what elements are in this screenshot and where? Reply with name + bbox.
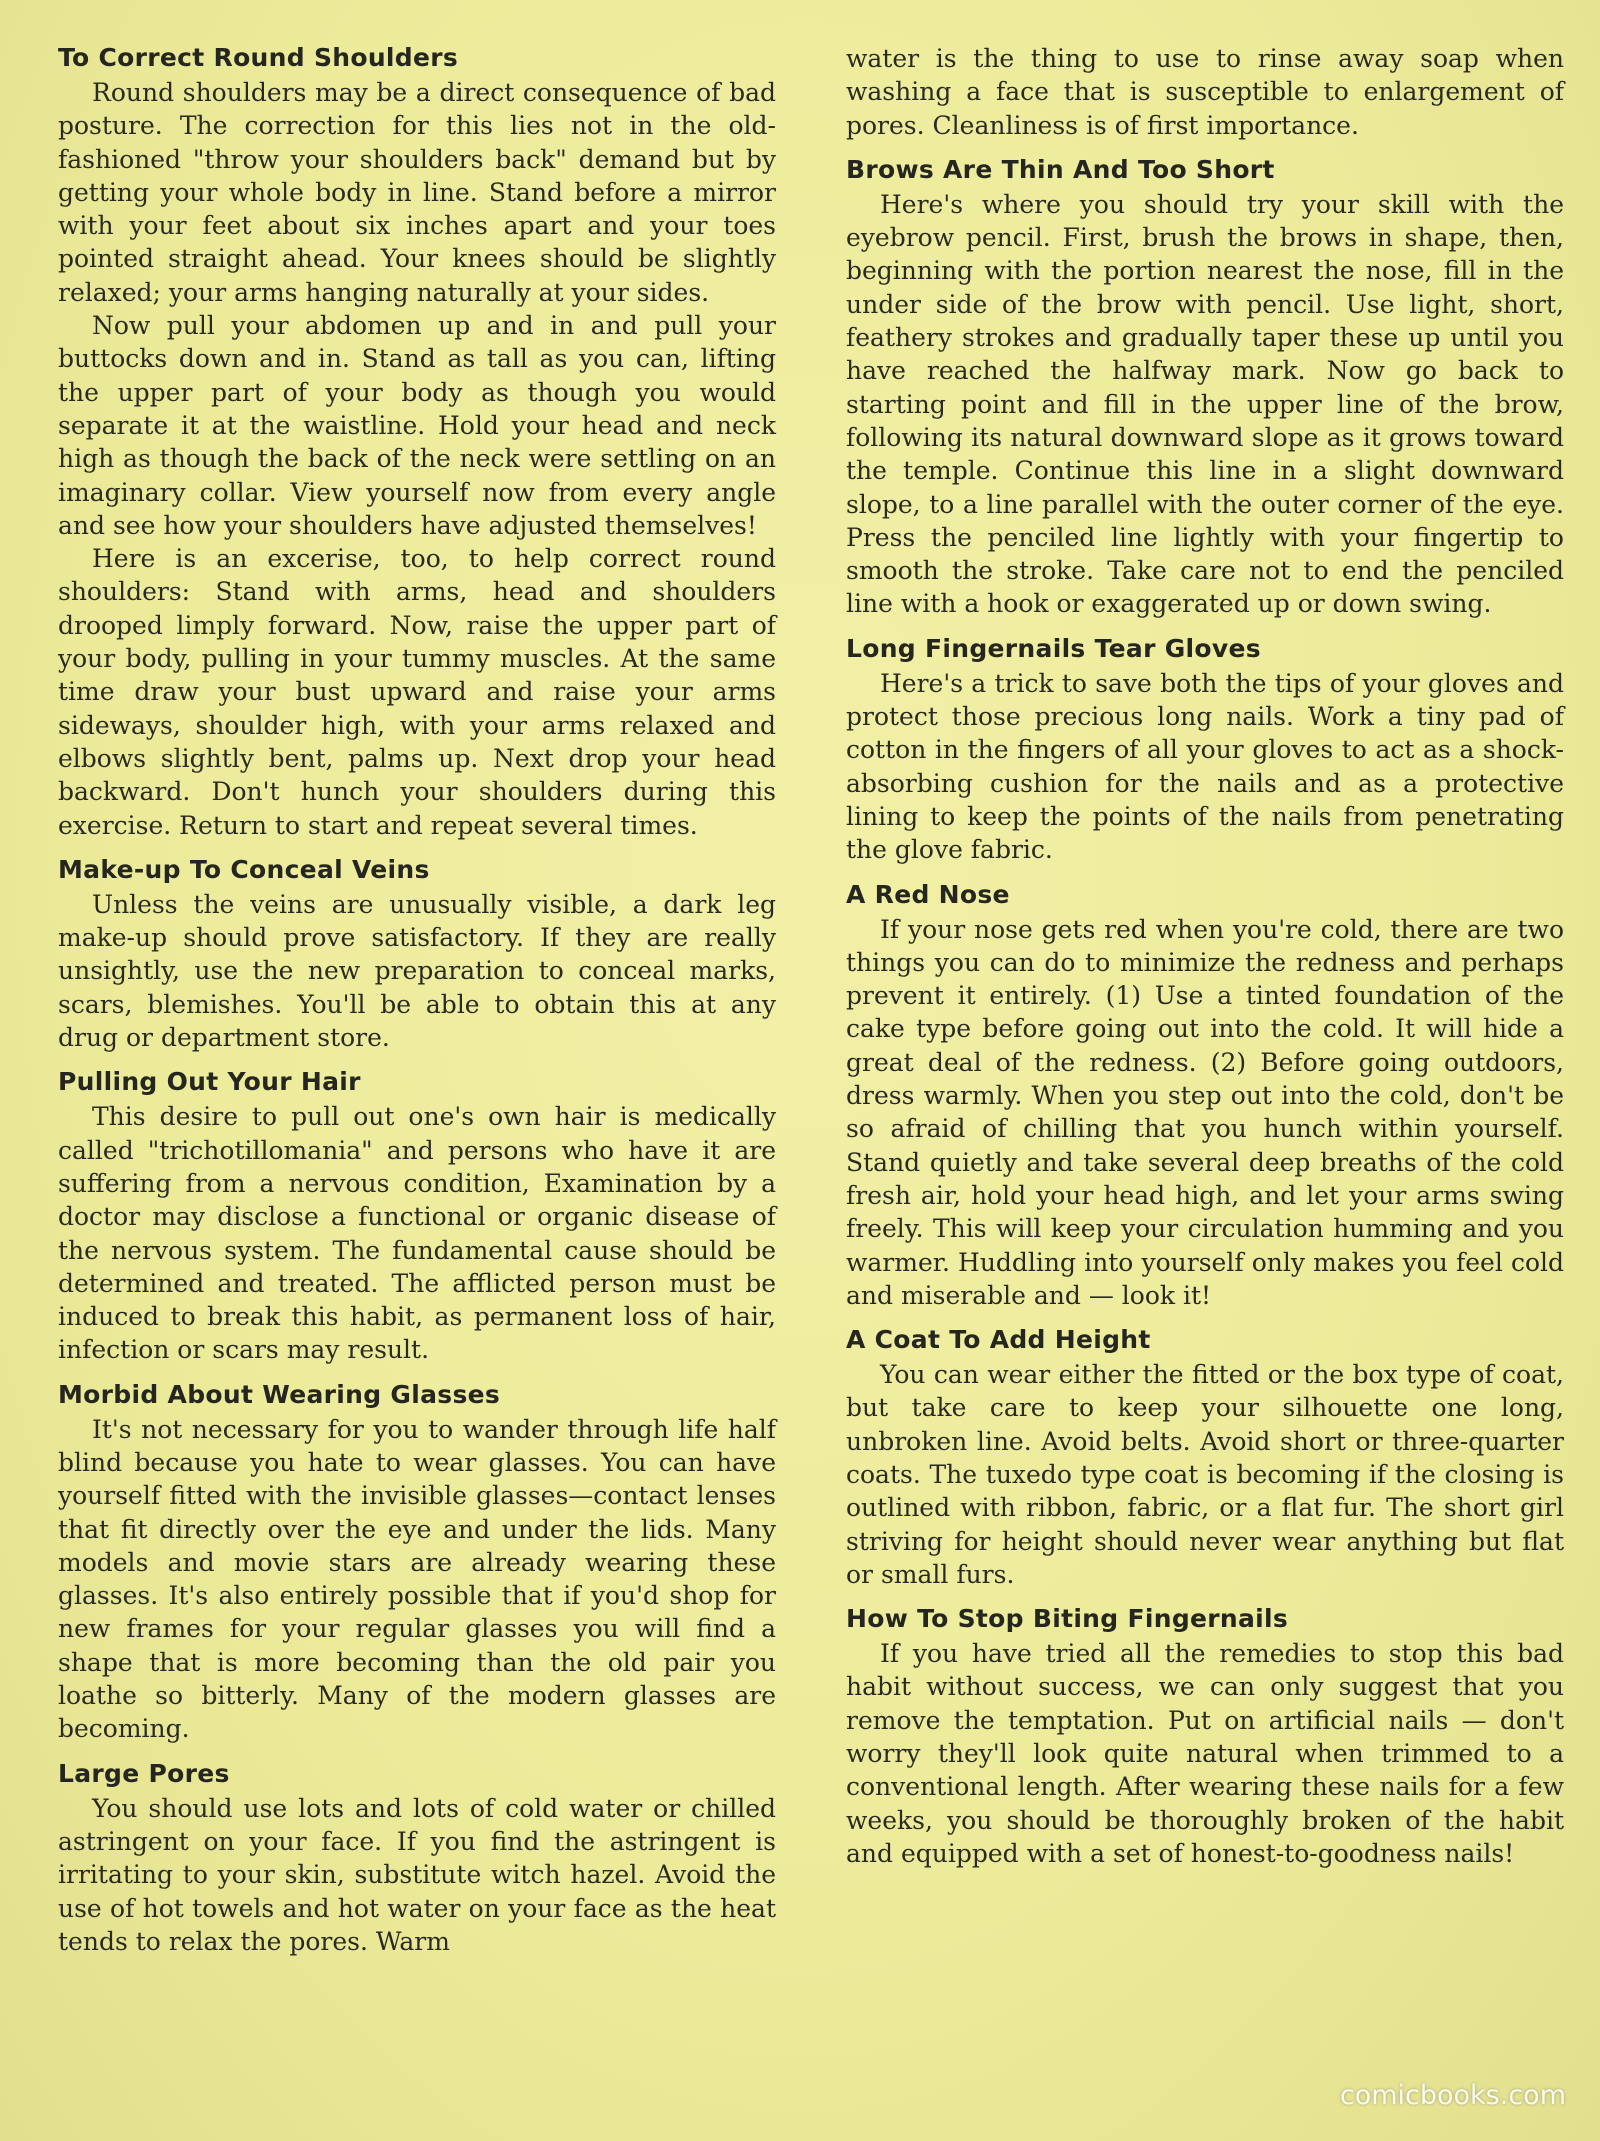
- paragraph: Now pull your abdomen up and in and pull your buttocks down and in. Stand as tall as you can, lifting the upper part of your body as though you would separate it at the waistline. Hold your head and neck high as though the back of the neck were settling on an imaginary collar. View yourself now from every angle and see how your shoulders have adjusted themselves!: [58, 311, 776, 540]
- paragraph: If you have tried all the remedies to stop this bad habit without success, we can only suggest that you remove the temptation. Put on artificial nails — don't worry they'll look quite natural when trimmed to a conventional length. After wearing these nails for a few weeks, you should be thoroughly broken of the habit and equipped with a set of honest-to-goodness nails!: [846, 1639, 1564, 1868]
- right-column: [846, 42, 1564, 1870]
- section-brows: [846, 154, 1564, 621]
- section-red-nose: [846, 879, 1564, 1313]
- section-heading: Brows Are Thin And Too Short: [846, 154, 1275, 184]
- section-heading: Large Pores: [58, 1758, 230, 1788]
- paragraph: Round shoulders may be a direct consequence of bad posture. The correction for this lies not in the old-fashioned "throw your shoulders back" demand but by getting your whole body in line. Stand before a mirror with your feet about six inches apart and your toes pointed straight ahead. Your knees should be slightly relaxed; your arms hanging naturally at your sides.: [58, 78, 776, 307]
- section-heading: A Red Nose: [846, 879, 1010, 909]
- section-heading: Make-up To Conceal Veins: [58, 854, 430, 884]
- paragraph: You can wear either the fitted or the box type of coat, but take care to keep your silhouette one long, unbroken line. Avoid belts. Avoid short or three-quarter coats. The tuxedo type coat is becoming if the closing is outlined with ribbon, fabric, or a flat fur. The short girl striving for height should never wear anything but flat or small furs.: [846, 1360, 1564, 1589]
- section-large-pores: [58, 1758, 776, 1958]
- section-heading: Morbid About Wearing Glasses: [58, 1379, 501, 1409]
- paragraph: If your nose gets red when you're cold, there are two things you can do to minimize the redness and perhaps prevent it entirely. (1) Use a tinted foundation of the cake type before going out into the cold. It will hide a great deal of the redness. (2) Before going outdoors, dress warmly. When you step out into the cold, don't be so afraid of chilling that you hunch within yourself. Stand quietly and take several deep breaths of the cold fresh air, hold your head high, and let your arms swing freely. This will keep your circulation humming and you warmer. Huddling into yourself only makes you feel cold and miserable and — look it!: [846, 914, 1564, 1310]
- paragraph: It's not necessary for you to wander through life half blind because you hate to wear glasses. You can have yourself fitted with the invisible glasses—contact lenses that fit directly over the eye and under the lids. Many models and movie stars are already wearing these glasses. It's also entirely possible that if you'd shop for new frames for your regular glasses you will find a shape that is more becoming than the old pair you loathe so bitterly. Many of the modern glasses are becoming.: [58, 1414, 776, 1744]
- paragraph: Here is an excerise, too, to help correct round shoulders: Stand with arms, head and shoulders drooped limply forward. Now, raise the upper part of your body, pulling in your tummy muscles. At the same time draw your bust upward and raise your arms sideways, shoulder high, with your arms relaxed and elbows slightly bent, palms up. Next drop your head backward. Don't hunch your shoulders during this exercise. Return to start and repeat several times.: [58, 544, 776, 840]
- section-biting-fingernails: [846, 1603, 1564, 1870]
- section-heading: Pulling Out Your Hair: [58, 1067, 361, 1097]
- paragraph: Here's a trick to save both the tips of your gloves and protect those precious long nails. Work a tiny pad of cotton in the fingers of all your gloves to act as a shock-absorbing cushion for the nails and as a protective lining to keep the points of the nails from penetrating the glove fabric.: [846, 668, 1564, 865]
- section-wearing-glasses: [58, 1379, 776, 1746]
- paragraph: This desire to pull out one's own hair is medically called "trichotillomania" and persons who have it are suffering from a nervous condition, Examination by a doctor may disclose a functional or organic disease of the nervous system. The fundamental cause should be determined and treated. The afflicted person must be induced to break this habit, as permanent loss of hair, infection or scars may result.: [58, 1102, 776, 1365]
- section-heading: A Coat To Add Height: [846, 1325, 1151, 1355]
- section-pulling-hair: [58, 1066, 776, 1366]
- section-round-shoulders: [58, 42, 776, 842]
- paragraph: You should use lots and lots of cold water or chilled astringent on your face. If you find the astringent is irritating to your skin, substitute witch hazel. Avoid the use of hot towels and hot water on your face as the heat tends to relax the pores. Warm: [58, 1793, 776, 1956]
- section-heading: To Correct Round Shoulders: [58, 43, 459, 72]
- paragraph: Unless the veins are unusually visible, a dark leg make-up should prove satisfactory. If they are really unsightly, use the new preparation to conceal marks, scars, blemishes. You'll be able to obtain this at any drug or department store.: [58, 889, 776, 1053]
- continuation-paragraph: water is the thing to use to rinse away soap when washing a face that is susceptible to enlargement of pores. Cleanliness is of first importance.: [846, 44, 1564, 140]
- watermark: comicbooks.com: [1339, 2080, 1566, 2111]
- left-column: [58, 42, 776, 1958]
- paragraph: Here's where you should try your skill with the eyebrow pencil. First, brush the brows in shape, then, beginning with the portion nearest the nose, fill in the under side of the brow with pencil. Use light, short, feathery strokes and gradually taper these up until you have reached the halfway mark. Now go back to starting point and fill in the upper line of the brow, following its natural downward slope as it grows toward the temple. Continue this line in a slight downward slope, to a line parallel with the outer corner of the eye. Press the penciled line lightly with your fingertip to smooth the stroke. Take care not to end the penciled line with a hook or exaggerated up or down swing.: [846, 189, 1564, 619]
- section-heading: Long Fingernails Tear Gloves: [846, 633, 1261, 663]
- section-conceal-veins: [58, 854, 776, 1054]
- section-fingernails-gloves: [846, 633, 1564, 867]
- section-coat-height: [846, 1324, 1564, 1591]
- section-heading: How To Stop Biting Fingernails: [846, 1604, 1289, 1634]
